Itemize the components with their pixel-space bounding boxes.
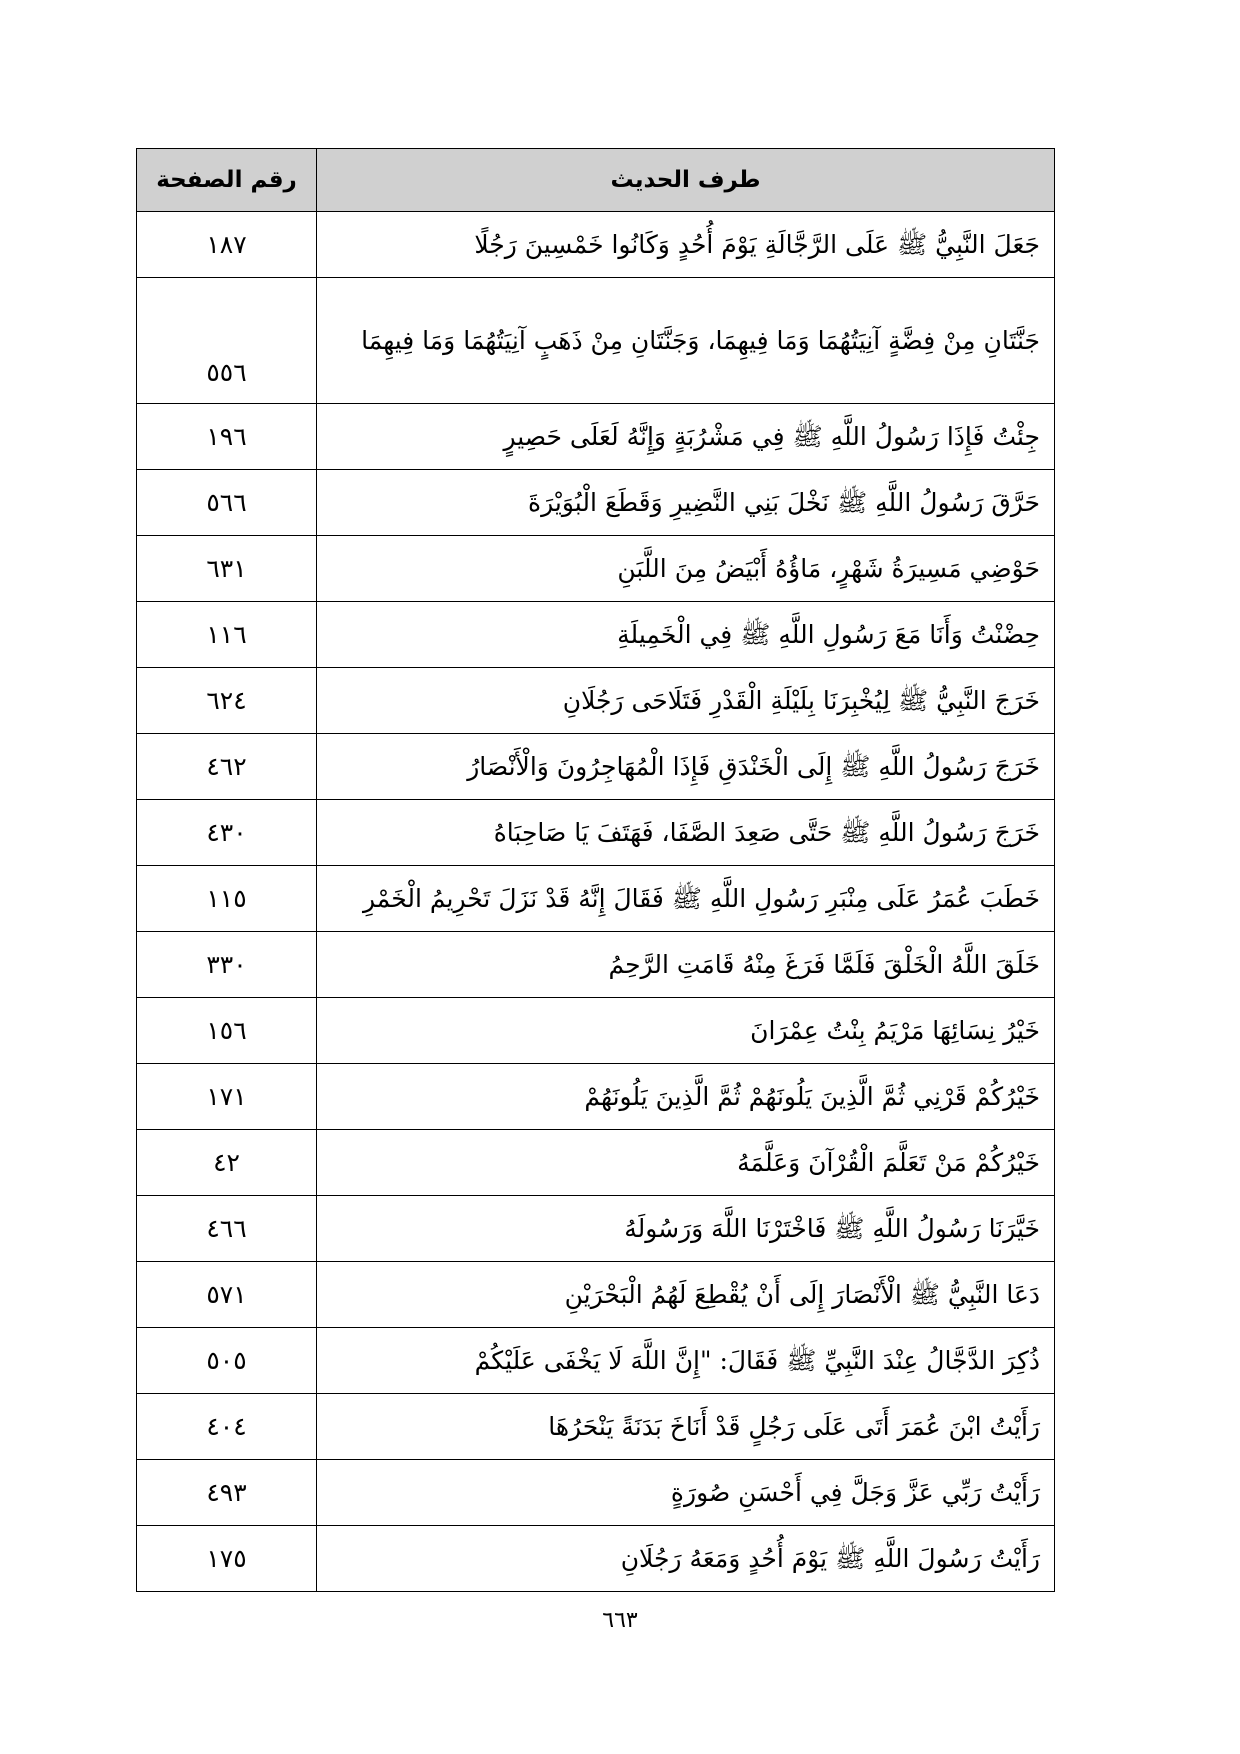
hadith-text-cell: ذُكِرَ الدَّجَّالُ عِنْدَ النَّبِيِّ ﷺ فَقَالَ: "إِنَّ اللَّهَ لَا يَخْفَى عَلَيْكُمْ [317, 1328, 1055, 1394]
hadith-text-cell: خَيَّرَنَا رَسُولُ اللَّهِ ﷺ فَاخْتَرْنَا اللَّهَ وَرَسُولَهُ [317, 1196, 1055, 1262]
table-row [137, 800, 1055, 866]
header-page-number: رقم الصفحة [137, 149, 317, 212]
page-number-cell: ٦٢٤ [137, 668, 317, 734]
page-number: ٦٦٣ [602, 1608, 638, 1633]
table-row [137, 734, 1055, 800]
hadith-index-table-container [136, 148, 1054, 1592]
table-body [137, 212, 1055, 1592]
table-row [137, 212, 1055, 278]
page-number-cell: ٣٣٠ [137, 932, 317, 998]
hadith-text-cell: حَرَّقَ رَسُولُ اللَّهِ ﷺ نَخْلَ بَنِي النَّضِيرِ وَقَطَعَ الْبُوَيْرَةَ [317, 470, 1055, 536]
table-row [137, 1064, 1055, 1130]
page-number-cell: ٥٦٦ [137, 470, 317, 536]
page-number-cell: ٥٥٦ [137, 278, 317, 404]
page-number-cell: ١٥٦ [137, 998, 317, 1064]
page-number-cell: ١١٦ [137, 602, 317, 668]
page-number-cell: ٤٣٠ [137, 800, 317, 866]
page-number-cell: ٤٩٣ [137, 1460, 317, 1526]
hadith-text-cell: خَيْرُكُمْ قَرْنِي ثُمَّ الَّذِينَ يَلُونَهُمْ ثُمَّ الَّذِينَ يَلُونَهُمْ [317, 1064, 1055, 1130]
hadith-text-cell: رَأَيْتُ رَسُولَ اللَّهِ ﷺ يَوْمَ أُحُدٍ وَمَعَهُ رَجُلَانِ [317, 1526, 1055, 1592]
hadith-text-cell: خَرَجَ النَّبِيُّ ﷺ لِيُخْبِرَنَا بِلَيْلَةِ الْقَدْرِ فَتَلَاحَى رَجُلَانِ [317, 668, 1055, 734]
page-number-cell: ١٩٦ [137, 404, 317, 470]
table-header-row [137, 149, 1055, 212]
hadith-text-cell: جَنَّتَانِ مِنْ فِضَّةٍ آنِيَتُهُمَا وَمَا فِيهِمَا، وَجَنَّتَانِ مِنْ ذَهَبٍ آنِيَتُهُمَا وَمَا فِيهِمَا [317, 278, 1055, 404]
hadith-text-cell: خَيْرُكُمْ مَنْ تَعَلَّمَ الْقُرْآنَ وَعَلَّمَهُ [317, 1130, 1055, 1196]
table-row [137, 404, 1055, 470]
hadith-text-cell: خَرَجَ رَسُولُ اللَّهِ ﷺ إِلَى الْخَنْدَقِ فَإِذَا الْمُهَاجِرُونَ وَالْأَنْصَارُ [317, 734, 1055, 800]
page-number-cell: ٤٦٢ [137, 734, 317, 800]
table-row [137, 1394, 1055, 1460]
page-number-cell: ٦٣١ [137, 536, 317, 602]
table-row [137, 998, 1055, 1064]
hadith-index-table [136, 148, 1055, 1592]
hadith-text-cell: رَأَيْتُ ابْنَ عُمَرَ أَتَى عَلَى رَجُلٍ قَدْ أَنَاخَ بَدَنَةً يَنْحَرُهَا [317, 1394, 1055, 1460]
page-number-cell: ١٨٧ [137, 212, 317, 278]
hadith-text-cell: رَأَيْتُ رَبِّي عَزَّ وَجَلَّ فِي أَحْسَنِ صُورَةٍ [317, 1460, 1055, 1526]
hadith-text-cell: خَلَقَ اللَّهُ الْخَلْقَ فَلَمَّا فَرَغَ مِنْهُ قَامَتِ الرَّحِمُ [317, 932, 1055, 998]
hadith-text-cell: حَوْضِي مَسِيرَةُ شَهْرٍ، مَاؤُهُ أَبْيَضُ مِنَ اللَّبَنِ [317, 536, 1055, 602]
hadith-text-cell: خَيْرُ نِسَائِهَا مَرْيَمُ بِنْتُ عِمْرَانَ [317, 998, 1055, 1064]
table-row [137, 1130, 1055, 1196]
page-number-cell: ٤٢ [137, 1130, 317, 1196]
table-row [137, 1262, 1055, 1328]
table-row [137, 866, 1055, 932]
hadith-text-cell: خَطَبَ عُمَرُ عَلَى مِنْبَرِ رَسُولِ اللَّهِ ﷺ فَقَالَ إِنَّهُ قَدْ نَزَلَ تَحْرِيمُ الْخَمْرِ [317, 866, 1055, 932]
table-row [137, 1196, 1055, 1262]
header-hadith: طرف الحديث [317, 149, 1055, 212]
hadith-text-cell: حِضْنْتُ وَأَنَا مَعَ رَسُولِ اللَّهِ ﷺ فِي الْخَمِيلَةِ [317, 602, 1055, 668]
table-row [137, 1460, 1055, 1526]
table-row [137, 1526, 1055, 1592]
page-number-cell: ٥٠٥ [137, 1328, 317, 1394]
table-row [137, 668, 1055, 734]
page-number-cell: ١٧١ [137, 1064, 317, 1130]
hadith-text-cell: جِئْتُ فَإِذَا رَسُولُ اللَّهِ ﷺ فِي مَشْرُبَةٍ وَإِنَّهُ لَعَلَى حَصِيرٍ [317, 404, 1055, 470]
hadith-text-cell: دَعَا النَّبِيُّ ﷺ الْأَنْصَارَ إِلَى أَنْ يُقْطِعَ لَهُمُ الْبَحْرَيْنِ [317, 1262, 1055, 1328]
page-number-cell: ١٧٥ [137, 1526, 317, 1592]
table-row [137, 278, 1055, 404]
page-number-cell: ٤٦٦ [137, 1196, 317, 1262]
table-row [137, 1328, 1055, 1394]
hadith-text-cell: جَعَلَ النَّبِيُّ ﷺ عَلَى الرَّجَّالَةِ يَوْمَ أُحُدٍ وَكَانُوا خَمْسِينَ رَجُلًا [317, 212, 1055, 278]
hadith-text-cell: خَرَجَ رَسُولُ اللَّهِ ﷺ حَتَّى صَعِدَ الصَّفَا، فَهَتَفَ يَا صَاحِبَاهُ [317, 800, 1055, 866]
page-number-cell: ٥٧١ [137, 1262, 317, 1328]
page-number-cell: ٤٠٤ [137, 1394, 317, 1460]
table-row [137, 536, 1055, 602]
table-row [137, 470, 1055, 536]
table-row [137, 602, 1055, 668]
table-row [137, 932, 1055, 998]
page-number-cell: ١١٥ [137, 866, 317, 932]
